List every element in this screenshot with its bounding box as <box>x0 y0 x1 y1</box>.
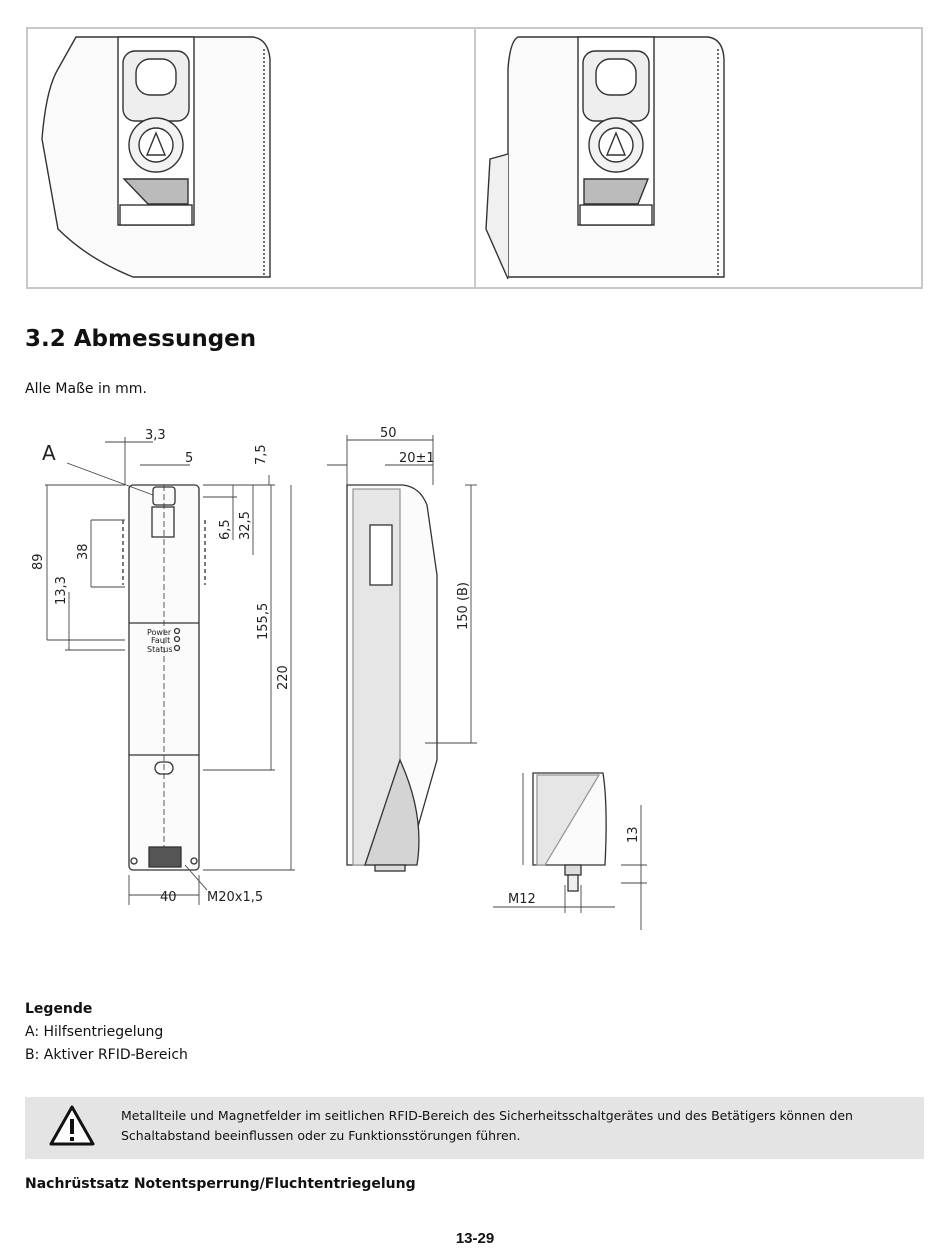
subheading: Nachrüstsatz Notentsperrung/Fluchtentriegelung <box>25 1176 416 1192</box>
dim-13: 13 <box>626 826 641 843</box>
front-view <box>123 485 205 870</box>
detail-view <box>533 773 606 891</box>
warning-text: Metallteile und Magnetfelder im seitlichen RFID-Bereich des Sicherheitsschaltgerätes und des Betätigers können den Schaltabstand beeinflussen oder zu Funktionsstörungen führen. <box>121 1108 853 1143</box>
warning-box <box>25 1097 924 1159</box>
page-number: 13-29 <box>455 1230 495 1247</box>
device-detail-right <box>478 29 922 287</box>
legend-item-b: B: Aktiver RFID-Bereich <box>25 1047 188 1063</box>
dim-220: 220 <box>276 665 291 690</box>
led-label-fault: Fault <box>151 636 171 645</box>
dim-50: 50 <box>380 426 397 441</box>
dim-5: 5 <box>185 451 194 466</box>
top-figure-divider <box>474 27 476 289</box>
dim-38: 38 <box>76 543 91 560</box>
warning-triangle-icon <box>49 1104 95 1146</box>
device-detail-left <box>28 29 472 287</box>
dim-3-3: 3,3 <box>145 428 166 443</box>
dim-155-5: 155,5 <box>256 602 271 640</box>
section-heading: 3.2 Abmessungen <box>25 326 257 352</box>
dim-7-5: 7,5 <box>254 444 269 465</box>
dim-32-5: 32,5 <box>238 511 253 540</box>
dim-13-3: 13,3 <box>54 576 69 605</box>
dim-m12: M12 <box>508 892 536 907</box>
dim-89: 89 <box>31 553 46 570</box>
legend-item-a: A: Hilfsentriegelung <box>25 1024 164 1040</box>
led-label-status: Status <box>147 645 173 654</box>
callout-a: A <box>42 441 56 465</box>
dimension-drawing <box>25 425 655 940</box>
dim-20: 20±1 <box>399 451 435 466</box>
intro-text: Alle Maße in mm. <box>25 381 147 397</box>
legend-title: Legende <box>25 1001 93 1017</box>
dim-150-b: 150 (B) <box>456 581 471 630</box>
side-view <box>347 485 437 871</box>
led-label-power: Power <box>147 628 172 637</box>
dim-m20: M20x1,5 <box>207 890 264 905</box>
dim-40: 40 <box>160 890 177 905</box>
dim-6-5: 6,5 <box>218 519 233 540</box>
